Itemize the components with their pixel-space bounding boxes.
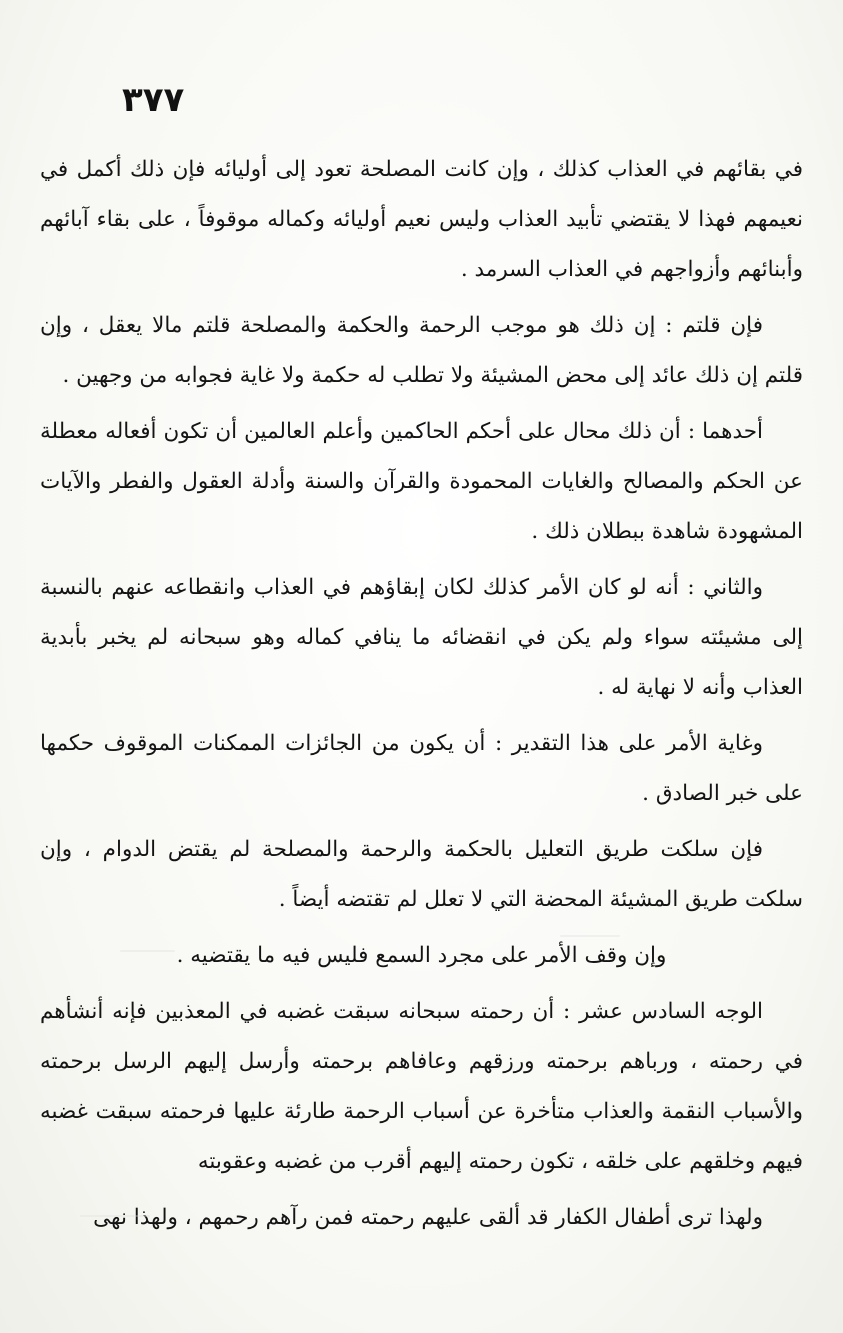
paragraph-7: وإن وقف الأمر على مجرد السمع فليس فيه ما يقتضيه . xyxy=(176,943,667,968)
paragraph-4: والثاني : أنه لو كان الأمر كذلك لكان إبقاؤهم في العذاب وانقطاعه عنهم بالنسبة إلى مشيئته سواء ولم يكن في انقضائه ما ينافي كماله وهو سبحانه لم يخبر بأبدية العذاب وأنه لا نهاية له . xyxy=(40,575,803,700)
page-text xyxy=(40,145,803,1249)
paragraph-9: ولهذا ترى أطفال الكفار قد ألقى عليهم رحمته فمن رآهم رحمهم ، ولهذا نهى xyxy=(93,1205,763,1230)
paragraph-2: فإن قلتم : إن ذلك هو موجب الرحمة والحكمة والمصلحة قلتم مالا يعقل ، وإن قلتم إن ذلك عائد إلى محض المشيئة ولا تطلب له حكمة ولا غاية فجوابه من وجهين . xyxy=(40,313,803,388)
scan-speck xyxy=(80,1215,150,1217)
scan-speck xyxy=(120,950,175,952)
paragraph-1: في بقائهم في العذاب كذلك ، وإن كانت المصلحة تعود إلى أوليائه فإن ذلك أكمل في نعيمهم فهذا لا يقتضي تأبيد العذاب وليس نعيم أوليائه وكماله موقوفاً ، على بقاء آبائهم وأبنائهم وأزواجهم في العذاب السرمد . xyxy=(40,157,804,282)
scan-speck xyxy=(560,935,620,937)
paragraph-3: أحدهما : أن ذلك محال على أحكم الحاكمين وأعلم العالمين أن تكون أفعاله معطلة عن الحكم والمصالح والغايات المحمودة والقرآن والسنة وأدلة العقول والفطر والآيات المشهودة شاهدة ببطلان ذلك . xyxy=(40,419,803,544)
page-number: ٣٧٧ xyxy=(122,80,185,120)
paragraph-6: فإن سلكت طريق التعليل بالحكمة والرحمة والمصلحة لم يقتض الدوام ، وإن سلكت طريق المشيئة المحضة التي لا تعلل لم تقتضه أيضاً . xyxy=(40,837,803,912)
paragraph-8: الوجه السادس عشر : أن رحمته سبحانه سبقت غضبه في المعذبين فإنه أنشأهم في رحمته ، ورباهم برحمته ورزقهم وعافاهم برحمته وأرسل إليهم الرسل برحمته والأسباب النقمة والعذاب متأخرة عن أسباب الرحمة طارئة عليها فرحمته سبقت غضبه فيهم وخلقهم على خلقه ، تكون رحمته إليهم أقرب من غضبه وعقوبته xyxy=(40,999,803,1174)
paragraph-5: وغاية الأمر على هذا التقدير : أن يكون من الجائزات الممكنات الموقوف حكمها على خبر الصادق . xyxy=(40,731,803,806)
